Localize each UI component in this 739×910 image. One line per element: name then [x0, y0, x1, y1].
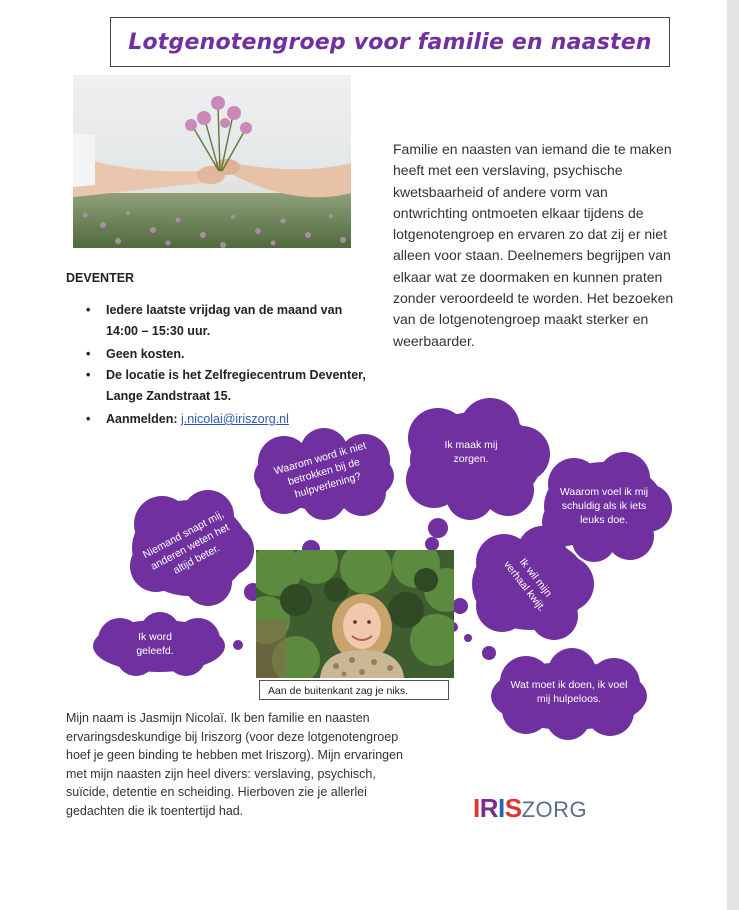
thought-dot: [482, 646, 496, 660]
thought-cloud-snapt: [120, 486, 258, 610]
thought-text: Niemand snapt mij, anderen weten het altijd beter.: [140, 508, 232, 577]
title-box: [110, 17, 670, 67]
thought-cloud-kwijt: [462, 522, 598, 644]
info-item-schedule: • Iedere laatste vrijdag van de maand van 14:00 – 15:30 uur.: [66, 300, 366, 342]
thought-dot: [428, 518, 448, 538]
thought-text: Waarom voel ik mij schuldig als ik iets leuks doe.: [559, 486, 649, 526]
photo-caption: Aan de buitenkant zag je niks.: [259, 680, 449, 700]
thought-text: Ik word geleefd.: [136, 631, 174, 657]
thought-cloud-zorgen: [398, 398, 554, 522]
bullet-icon: •: [86, 303, 91, 317]
bullet-icon: •: [86, 347, 91, 361]
intro-paragraph: Familie en naasten van iemand die te maken heeft met een verslaving, psychische kwetsbaarheid of andere vorm van ontwrichting ontmoeten elkaar tijdens de lotgenotengroep en ervaren zo dat zij er niet alleen voor staan. Deelnemers begrijpen van elkaar wat ze doormaken en kunnen praten zonder veroordeeld te worden. Het bezoeken van de lotgenotengroep maakt sterker en weerbaarder.: [393, 141, 674, 349]
thought-cloud-betrokken: [244, 428, 404, 520]
thought-cloud-geleefd: [86, 612, 232, 678]
info-list: [66, 300, 366, 430]
info-item-cost: • Geen kosten.: [66, 344, 366, 365]
thought-text: Ik wil mijn verhaal kwijt.: [501, 556, 555, 614]
iriszorg-logo: IRISZORG: [473, 793, 588, 823]
register-email-link[interactable]: j.nicolai@iriszorg.nl: [181, 412, 289, 426]
info-item-location: • De locatie is het Zelfregiecentrum Deventer, Lange Zandstraat 15.: [66, 365, 366, 407]
thought-text: Waarom word ik niet betrokken bij de hulpverlening?: [272, 439, 368, 501]
portrait-photo: [256, 550, 454, 678]
thought-dot: [233, 640, 243, 650]
thought-dot: [452, 598, 468, 614]
city-heading: DEVENTER: [66, 271, 135, 285]
page-title: Lotgenotengroep voor familie en naasten: [128, 29, 652, 55]
thought-dot: [425, 537, 439, 551]
thought-dot: [464, 634, 472, 642]
info-item-register: • Aanmelden: j.nicolai@iriszorg.nl: [66, 409, 366, 430]
flowers-hands-photo: [73, 75, 351, 248]
bullet-icon: •: [86, 412, 91, 426]
bio-paragraph: Mijn naam is Jasmijn Nicolaï. Ik ben familie en naasten ervaringsdeskundige bij Iriszorg (voor deze lotgenotengroep hoef je geen binding te hebben met Iriszorg). Mijn ervaringen met mijn naasten zijn heel divers: verslaving, psychisch, suïcide, detentie en scheiding. Hierboven zie je allerlei gedachten die ik toentertijd had.: [66, 711, 404, 818]
thought-text: Ik maak mij zorgen.: [444, 439, 498, 465]
thought-cloud-hulpeloos: [482, 648, 656, 740]
thought-text: Wat moet ik doen, ik voel mij hulpeloos.: [510, 679, 628, 705]
bullet-icon: •: [86, 368, 91, 382]
scrollbar[interactable]: [727, 0, 739, 910]
